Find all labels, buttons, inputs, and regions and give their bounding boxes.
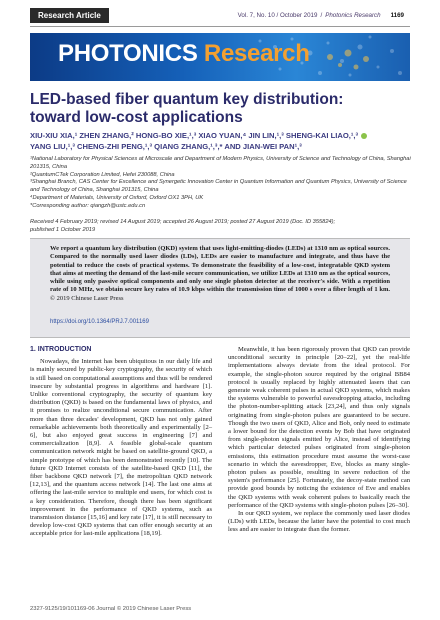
banner-word-photonics: PHOTONICS — [58, 40, 198, 67]
publication-history — [30, 219, 410, 235]
abstract-text: We report a quantum key distribution (QKD) system that uses light-emitting-diodes (LEDs) at 1310 nm as optical sources. Compared to the normally used laser diodes (LDs), LEDs are easier to manufacture and integrate, and thus have the potential to reduce the costs of practical systems. To demonstrate the feasibility of a low-cost, integratable QKD system that aims at meeting the demand of the last-mile secure communication, we utilize LEDs at 1310 nm as the optical sources, while using only passive optical components and only one single photon detector at the receiver's side. With a repetition rate of 10 MHz, we obtain secure key rates of 10.9 kbps within the transmission time of 1000 s over a fiber length of 1 km. — [50, 245, 390, 294]
affiliation-2: ²QuantumCTek Corporation Limited, Hefei 230088, China — [30, 171, 175, 178]
title-line-1: LED-based fiber quantum key distribution: — [30, 91, 344, 108]
abstract-box — [30, 238, 410, 338]
doi-link[interactable]: https://doi.org/10.1364/PRJ.7.001169 — [50, 319, 149, 325]
right-column — [228, 346, 410, 535]
journal-name: Photonics Research — [325, 12, 381, 19]
banner-title — [58, 40, 310, 68]
intro-paragraph-1: Nowadays, the Internet has been ubiquitous in our daily life and is mainly secured by public-key cryptography, the security of which is still based on computational assumptions and thus will be rendered insecure by substantial progress in algorithms and hardware [1]. Unlike conventional cryptography, the security of quantum key distribution (QKD) is based on the fundamental laws of physics, and it promises to realize unconditional secure communication. After more than three decades' development, QKD has not only gained remarkable achievements both theoretically and experimentally [2–6], but also enjoyed great success in engineering [7] and commercialization [8,9]. A feasible global-scale quantum communication network might be based on satellite-ground QKD, a simple prototype of which has been demonstrated recently [10]. The future QKD Internet consists of the satellite-based QKD [11], the fiber backbone QKD network [7], the metropolitan QKD network [12,13], and the quantum access network [14]. The last one aims at offering the last-mile service to multiple end users, for which cost is a key consideration. Therefore, though there has been significant improvement in the performance of QKD systems, such as transmission distance [15,16] and key rate [17], it is still necessary to develop low-cost QKD systems that can offer enough security at an acceptable price for last-mile applications [18,19]. — [30, 358, 212, 538]
authors-line-2: YANG LIU,¹,³ CHENG-ZHI PENG,¹,³ QIANG ZHANG,¹,³,* AND JIAN-WEI PAN¹,³ — [30, 141, 302, 151]
left-column — [30, 346, 212, 539]
author-list — [30, 131, 410, 152]
footer-issn: 2327-9125/19/101169-06 Journal © 2019 Chinese Laser Press — [30, 606, 192, 612]
affiliation-4: ⁴Department of Materials, University of Oxford, Oxford OX1 3PH, UK — [30, 194, 204, 201]
page-number: 1169 — [390, 12, 404, 19]
copyright-notice: © 2019 Chinese Laser Press — [50, 294, 124, 302]
header-rule — [30, 26, 410, 27]
received-line-1: Received 4 February 2019; revised 14 August 2019; accepted 26 August 2019; posted 27 August 2019 (Doc. ID 355824); — [30, 219, 336, 225]
section-heading: 1. INTRODUCTION — [30, 346, 92, 353]
volume-issue: Vol. 7, No. 10 / October 2019 — [237, 12, 318, 19]
title-line-2: toward low-cost applications — [30, 109, 243, 126]
paper-title — [30, 91, 410, 127]
affiliation-1: ¹National Laboratory for Physical Sciences at Microscale and Department of Modern Physics, University of Science and Technology of China, Shanghai 201315, China — [30, 156, 411, 170]
authors-line-1: XIU-XIU XIA,¹ ZHEN ZHANG,² HONG-BO XIE,¹,³ XIAO YUAN,⁴ JIN LIN,¹,³ SHENG-KAI LIAO,¹,³ — [30, 131, 359, 140]
abstract — [50, 245, 390, 303]
banner-word-research: Research — [203, 40, 310, 67]
corresponding-author: *Corresponding author: qiangzh@ustc.edu.cn — [30, 202, 146, 209]
orcid-icon — [361, 133, 367, 139]
affiliation-3: ³Shanghai Branch, CAS Center for Excellence and Synergetic Innovation Center in Quantum Information and Quantum Physics, University of Science and Technology of China, Shanghai 201315, China — [30, 179, 407, 194]
journal-banner — [30, 33, 410, 81]
journal-meta: Vol. 7, No. 10 / October 2019 / Photonics Research 1169 — [237, 12, 404, 19]
intro-paragraph-3: In our QKD system, we replace the commonly used laser diodes (LDs) with LEDs, because the latter have the potential to cost much less and are easier to integrate than the former. — [228, 510, 410, 534]
affiliations — [30, 156, 415, 211]
journal-header — [0, 8, 440, 24]
received-line-2: published 1 October 2019 — [30, 226, 96, 233]
section-tag: Research Article — [30, 8, 109, 23]
intro-paragraph-2: Meanwhile, it has been rigorously proven that QKD can provide unconditional security in principle [20–22], yet the real-life implementations always deviate from the ideal protocol. For example, the single-photon source required by the original BB84 protocol is usually replaced by highly attenuated lasers that can generate weak coherent pulses in actual QKD systems, which makes the systems vulnerable to powerful eavesdropping attacks, including the photon-number-splitting attack [23,24], and thus only signals originating from single-photon pulses are guaranteed to be secure. Though the two users of QKD, Alice and Bob, only need to estimate a lower bound for the detection events by Bob that have originated from single-photon signals emitted by Alice, instead of identifying which particular detected pulses originated from single-photon emissions, this estimation procedure must assume the worst-case scenario in which the eavesdropper, Eve, blocks as many single-photon pulses as possible, resulting in severe reduction of the system's performance [25]. Fortunately, the decoy-state method can provide good bounds by noticing the existence of Eve and enables the QKD systems with weak coherent pulses to basically reach the performance of the QKD systems with single-photon pulses [26–30]. — [228, 346, 410, 509]
